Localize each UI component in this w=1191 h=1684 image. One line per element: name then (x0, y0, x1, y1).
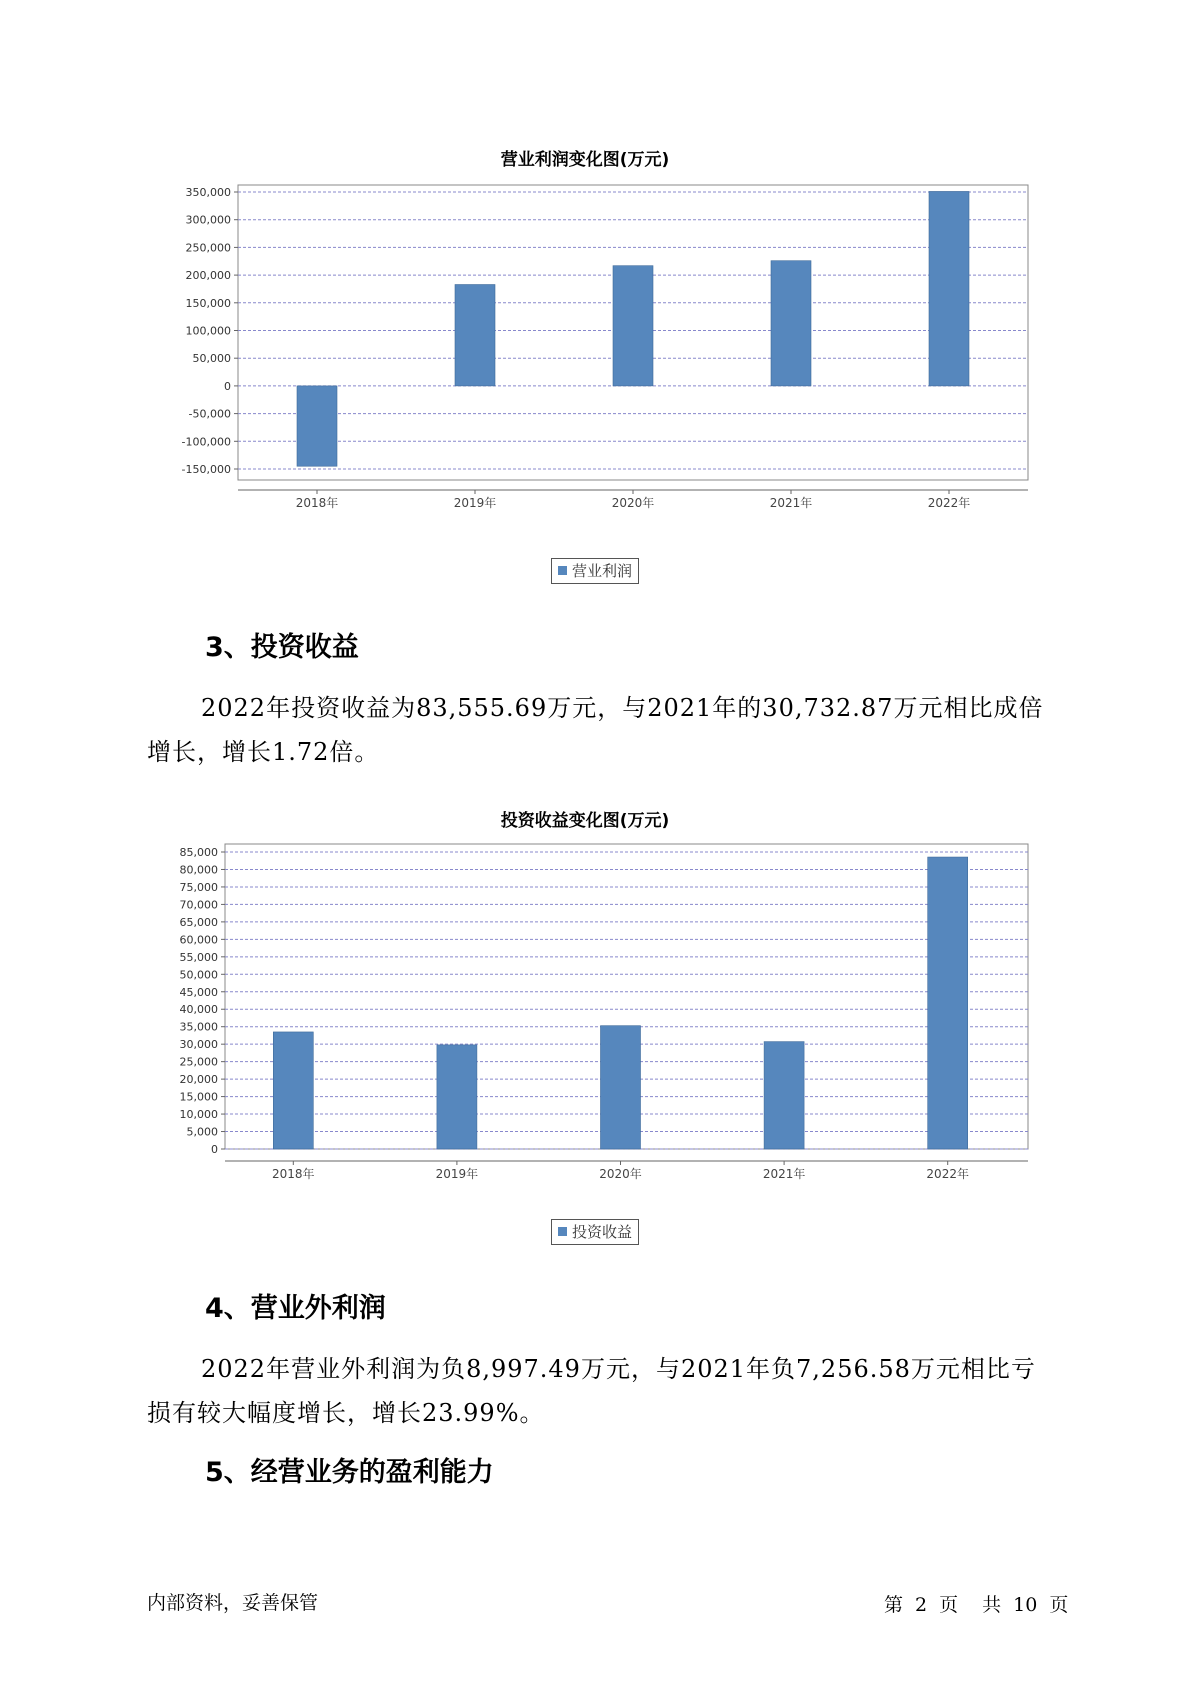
page-label: 第 (884, 1594, 904, 1616)
bar (929, 191, 969, 385)
y-tick-label: 15,000 (179, 1090, 218, 1104)
footer-confidential-note: 内部资料，妥善保管 (147, 1592, 319, 1614)
bar (764, 1042, 804, 1149)
legend-swatch-icon (558, 1227, 567, 1236)
section-3-heading: 3、投资收益 (205, 632, 359, 663)
x-tick-label: 2021年 (762, 1167, 806, 1181)
chart-title: 营业利润变化图(万元) (500, 150, 670, 170)
y-tick-label: -100,000 (181, 435, 231, 449)
bar (928, 857, 968, 1149)
total-label-suffix: 页 (1049, 1594, 1069, 1616)
y-tick-label: 75,000 (179, 880, 218, 894)
y-tick-label: 100,000 (185, 324, 231, 338)
y-tick-label: 40,000 (179, 1003, 218, 1017)
chart-legend (551, 1219, 639, 1245)
y-tick-label: 35,000 (179, 1020, 218, 1034)
legend-label: 营业利润 (572, 562, 633, 580)
y-tick-label: 10,000 (179, 1108, 218, 1122)
y-tick-label: 200,000 (185, 269, 231, 283)
y-tick-label: 65,000 (179, 915, 218, 929)
total-num: 10 (1013, 1594, 1038, 1616)
y-tick-label: 350,000 (185, 186, 231, 199)
y-tick-label: 55,000 (179, 950, 218, 964)
chart-title: 投资收益变化图(万元) (500, 811, 670, 831)
investment-income-plot (150, 806, 1020, 1251)
y-tick-label: 300,000 (185, 213, 231, 227)
operating-profit-plot (150, 145, 1020, 590)
y-tick-label: 70,000 (179, 898, 218, 912)
x-tick-label: 2020年 (611, 496, 655, 510)
x-tick-label: 2018年 (272, 1167, 315, 1181)
x-tick-label: 2019年 (435, 1167, 479, 1181)
section-4-text: 2022年营业外利润为负8,997.49万元，与2021年负7,256.58万元相比亏损有较大幅度增长，增长23.99%。 (147, 1355, 1036, 1427)
x-tick-label: 2022年 (927, 496, 971, 510)
y-tick-label: 0 (224, 379, 231, 393)
y-tick-label: 5,000 (186, 1125, 218, 1139)
y-tick-label: 85,000 (179, 846, 218, 859)
y-tick-label: 45,000 (179, 985, 218, 999)
page-label-suffix: 页 (939, 1594, 959, 1616)
page-num: 2 (915, 1594, 928, 1616)
y-tick-label: 50,000 (179, 968, 218, 982)
bar (437, 1045, 477, 1149)
total-label: 共 (982, 1594, 1002, 1616)
legend-swatch-icon (558, 566, 567, 575)
legend-label: 投资收益 (572, 1223, 633, 1241)
section-4-heading: 4、营业外利润 (205, 1293, 386, 1324)
x-tick-label: 2022年 (926, 1167, 969, 1181)
y-tick-label: 80,000 (179, 863, 218, 877)
footer-page-number (884, 1590, 1080, 1617)
y-tick-label: 30,000 (179, 1038, 218, 1052)
y-tick-label: 20,000 (179, 1073, 218, 1087)
y-tick-label: -150,000 (181, 463, 231, 476)
section-5-heading: 5、经营业务的盈利能力 (205, 1457, 494, 1488)
x-tick-label: 2018年 (295, 496, 339, 510)
operating-profit-chart (150, 145, 1020, 590)
x-tick-label: 2021年 (769, 496, 813, 510)
x-tick-label: 2019年 (453, 496, 497, 510)
y-tick-label: 0 (211, 1143, 218, 1156)
y-tick-label: 60,000 (179, 933, 218, 947)
y-tick-label: -50,000 (188, 407, 231, 421)
bar (613, 266, 653, 386)
y-tick-label: 25,000 (179, 1055, 218, 1069)
investment-income-chart (150, 806, 1020, 1251)
bar (297, 386, 337, 466)
bar (273, 1032, 313, 1149)
section-3-text: 2022年投资收益为83,555.69万元，与2021年的30,732.87万元相比成倍增长，增长1.72倍。 (147, 694, 1044, 766)
bar (771, 261, 811, 386)
bar (455, 285, 495, 386)
x-tick-label: 2020年 (599, 1167, 642, 1181)
bar (601, 1026, 641, 1149)
chart-legend (551, 558, 639, 584)
y-tick-label: 250,000 (185, 241, 231, 255)
y-tick-label: 50,000 (192, 352, 231, 366)
y-tick-label: 150,000 (185, 296, 231, 310)
